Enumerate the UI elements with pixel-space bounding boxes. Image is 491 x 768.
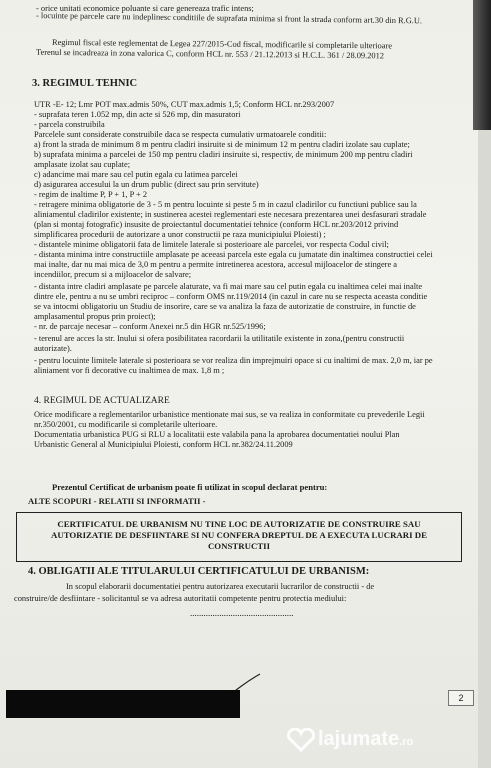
text-line: incendiilor, precum si a mijloacelor de salvare;	[34, 270, 192, 279]
warning-text: CERTIFICATUL DE URBANISM NU TINE LOC DE AUTORIZATIE DE CONSTRUIRE SAU	[57, 519, 421, 529]
text-line: - regim de inaltime P, P + 1, P + 2	[34, 190, 148, 199]
obligations-title: 4. OBLIGATII ALE TITULARULUI CERTIFICATULUI DE URBANISM:	[28, 566, 370, 577]
warning-text: AUTORIZATIE DE DESFIINTARE SI NU CONFERA DREPTUL DE A EXECUTA LUCRARI DE	[51, 530, 427, 540]
purpose-value: ALTE SCOPURI - RELATII SI INFORMATII -	[28, 496, 206, 506]
text-line: d) asigurarea accesului la un drum public (direct sau prin servitute)	[34, 180, 259, 189]
section-4-title: 4. REGIMUL DE ACTUALIZARE	[34, 396, 170, 406]
text-line: Regimul fiscal este reglementat de Legea 227/2015-Cod fiscal, modificarile si completarile ulterioare	[51, 37, 393, 51]
redaction-block	[6, 690, 240, 718]
text-line: - suprafata teren 1.052 mp, din acte si 526 mp, din masuratori	[34, 110, 241, 119]
text-line: (plan si montaj fotografic) insusite de proiectantul documentatiei tehnice (conform HCL nr.203/2012 privind	[34, 220, 399, 229]
text-line: - retragere minima obligatorie de 3 - 5 m pentru locuinte si peste 5 m in cazul cladirilor cu functiuni publice sau la	[34, 200, 417, 209]
text-line: amplasate izolat sau cuplate;	[34, 160, 131, 169]
text-line: aliniament vor fi decorative cu inaltimea de max. 1,8 m ;	[34, 366, 225, 375]
text-line: nr.350/2001, cu modificarile si completarile ulterioare.	[34, 420, 218, 429]
text-line: - pentru locuinte limitele laterale si posterioara se vor realiza din imprejmuiri opace si cu inaltimi de max. 2,0 m, iar pe	[34, 356, 433, 365]
section-3-title: 3. REGIMUL TEHNIC	[32, 78, 138, 89]
text-line: - locuinte pe parcele care nu indeplinesc conditiile de suprafata minima si front la strada conform art.30 din R.G.U.	[35, 11, 423, 26]
page-number: 2	[448, 690, 474, 706]
watermark-tld: .ro	[399, 736, 414, 748]
text-line: mai inalte, dar nu mai mica de 3,0 m pentru a permite intretinerea acestora, accesul mijloacelor de stingere a	[34, 260, 397, 269]
text-line: - nr. de parcaje necesar – conform Anexei nr.5 din HGR nr.525/1996;	[34, 322, 266, 331]
warning-text: CONSTRUCTII	[207, 541, 271, 551]
text-line: aliniamentul cladirilor existente; in sustinerea acestei reglementari este necesara prezentarea unei desfasurari stradale	[34, 210, 427, 219]
text-line: UTR -E- 12; Lmr POT max.admis 50%, CUT max.admis 1,5; Conform HCL nr.293/2007	[34, 100, 335, 109]
text-line: b) suprafata minima a parcelei de 150 mp pentru cladiri insiruite si, respectiv, de minimum 200 mp pentru cladiri	[34, 150, 413, 159]
text-line: Orice modificare a reglementarilor urbanistice mentionate mai sus, se va realiza in conformitate cu prevederile Legii	[34, 410, 425, 419]
purpose-line: Prezentul Certificat de urbanism poate fi utilizat in scopul declarat pentru:	[52, 482, 328, 492]
text-line: autorizate).	[34, 344, 72, 353]
text-line: simplificarea procedurii de autorizare a unor constructii pe raza municipiului Ploiesti) ;	[34, 230, 326, 239]
text-line: - orice unitati economice poluante si care genereaza trafic intens;	[36, 4, 254, 13]
text-line: - parcela construibila	[34, 120, 105, 129]
warning-box	[16, 512, 462, 562]
text-line: - distanta intre cladiri amplasate pe parcele alaturate, va fi mai mare sau cel putin egala cu inaltimea celei mai inalte	[34, 282, 423, 291]
text-line: a) front la strada de minimum 8 m pentru cladiri insiruite si de minimum 12 m pentru cladiri izolate sau cuplate;	[34, 140, 410, 149]
text-line: Urbanistic General al Municipiului Ploiesti, conform HCL nr.382/24.11.2009	[34, 440, 293, 449]
text-line: - distantele minime obligatorii fata de limitele laterale si posterioare ale parcelei, vor respecta Codul civil;	[34, 240, 389, 249]
watermark-brand: lajumate	[318, 728, 400, 750]
text-line: construire/de desfiintare - solicitantul se va adresa autoritatii competente pentru protectia mediului:	[14, 594, 347, 603]
background-shadow	[473, 0, 491, 130]
text-line: - terenul are acces la str. Inului si ofera posibilitatea racordarii la utilitatile existente in zona,(pentru constructii	[34, 334, 405, 343]
text-line: - distanta minima intre constructiile amplasate pe aceeasi parcela este egala cu jumatate din inaltimea constructiei celei	[34, 250, 433, 259]
text-line: se va intocmi obligatoriu un Studiu de insorire, care se va analiza la faza de autorizatie de construire, in functie de	[34, 302, 416, 311]
fill-in-dots: ..............................................	[190, 608, 294, 618]
text-line: Parcelele sunt considerate construibile daca se respecta cumulativ urmatoarele conditii:	[34, 130, 327, 139]
heart-icon	[286, 728, 316, 752]
text-line: In scopul elaborarii documentatiei pentru autorizarea executarii lucrarilor de constructii - de	[66, 582, 375, 591]
watermark-logo	[318, 728, 413, 751]
text-line: c) adancime mai mare sau cel putin egala cu latimea parcelei	[34, 170, 238, 179]
text-line: Terenul se incadreaza in zona valorica C, conform HCL nr. 553 / 21.12.2013 si H.C.L. 361 / 28.09.2012	[35, 47, 385, 61]
text-line: amplasamentul propus prin proiect);	[34, 312, 156, 321]
text-line: dintre ele, pentru a nu se umbri reciproc – conform OMS nr.119/2014 (in cazul in care nu se respecta aceasta conditie	[34, 292, 428, 301]
text-line: Documentatia urbanistica PUG si RLU a localitatii este valabila pana la aprobarea documentatiei noului Plan	[34, 430, 400, 439]
